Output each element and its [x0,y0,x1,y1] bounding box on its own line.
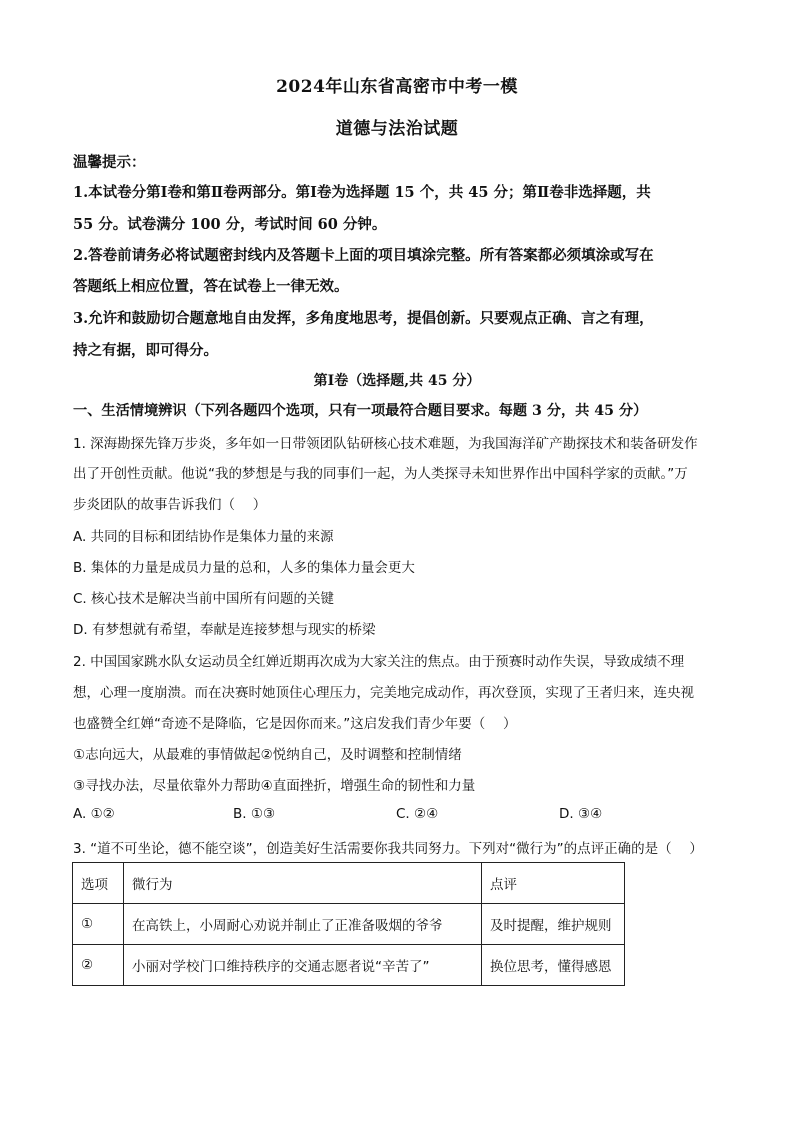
table-row [73,904,625,945]
table-cell-option: ① [73,904,124,945]
question-2-item: ①志向远大，从最难的事情做起②悦纳自己，及时调整和控制情绪 [73,747,462,763]
notice-line: 55 分。试卷满分 100 分，考试时间 60 分钟。 [73,216,387,233]
section-heading: 一、生活情境辨识（下列各题四个选项，只有一项最符合题目要求。每题 3 分，共 45 分） [73,403,648,419]
question-2-option-c: C. ②④ [396,806,439,822]
table-header-row [73,863,625,904]
question-2-stem: 2. 中国国家跳水队女运动员全红婵近期再次成为大家关注的焦点。由于预赛时动作失误，导致成绩不理 [73,654,685,670]
notice-line: 2.答卷前请务必将试题密封线内及答题卡上面的项目填涂完整。所有答案都必须填涂或写在 [73,247,654,264]
question-1-option-b: B. 集体的力量是成员力量的总和，人多的集体力量会更大 [73,560,415,576]
table-cell-option: ② [73,945,124,986]
question-2-option-d: D. ③④ [559,806,603,822]
question-1-stem: 出了开创性贡献。他说“我的梦想是与我的同事们一起，为人类探寻未知世界作出中国科学家的贡献。”万 [73,466,688,482]
notice-heading: 温馨提示： [73,154,146,171]
question-1-stem: 步炎团队的故事告诉我们（ ） [73,497,267,513]
question-1-option-a: A. 共同的目标和团结协作是集体力量的来源 [73,529,334,545]
question-3-table [72,862,625,986]
notice-line: 答题纸上相应位置，答在试卷上一律无效。 [73,278,349,295]
table-header-cell: 点评 [482,863,625,904]
table-cell-behavior: 小丽对学校门口维持秩序的交通志愿者说“辛苦了” [124,945,482,986]
table-header-cell: 选项 [73,863,124,904]
notice-line: 1.本试卷分第Ⅰ卷和第Ⅱ卷两部分。第Ⅰ卷为选择题 15 个，共 45 分；第Ⅱ卷非选择题，共 [73,184,651,201]
question-2-stem: 想，心理一度崩溃。而在决赛时她顶住心理压力，完美地完成动作，再次登顶，实现了王者归来，连央视 [73,685,694,701]
exam-title: 2024年山东省高密市中考一模 [276,77,518,97]
question-2-option-b: B. ①③ [233,806,276,822]
question-1-option-d: D. 有梦想就有希望，奉献是连接梦想与现实的桥梁 [73,622,376,638]
question-3-stem: 3. “道不可坐论，德不能空谈”，创造美好生活需要你我共同努力。下列对“微行为”的点评正确的是（ ） [73,841,703,857]
table-row [73,945,625,986]
notice-line: 3.允许和鼓励切合题意地自由发挥，多角度地思考，提倡创新。只要观点正确、言之有理， [73,310,654,327]
question-2-item: ③寻找办法，尽量依靠外力帮助④直面挫折，增强生命的韧性和力量 [73,778,476,794]
question-2-stem: 也盛赞全红婵“奇迹不是降临，它是因你而来。”这启发我们青少年要（ ） [73,716,517,732]
exam-subtitle: 道德与法治试题 [335,119,459,139]
part-heading: 第Ⅰ卷（选择题,共 45 分） [313,373,481,389]
table-cell-behavior: 在高铁上，小周耐心劝说并制止了正准备吸烟的爷爷 [124,904,482,945]
notice-line: 持之有据，即可得分。 [73,342,218,359]
question-2-option-a: A. ①② [73,806,115,822]
table-header-cell: 微行为 [124,863,482,904]
table-cell-comment: 及时提醒，维护规则 [482,904,625,945]
question-1-option-c: C. 核心技术是解决当前中国所有问题的关键 [73,591,335,607]
question-1-stem: 1. 深海勘探先锋万步炎，多年如一日带领团队钻研核心技术难题，为我国海洋矿产勘探技术和装备研发作 [73,436,698,452]
table-cell-comment: 换位思考，懂得感恩 [482,945,625,986]
